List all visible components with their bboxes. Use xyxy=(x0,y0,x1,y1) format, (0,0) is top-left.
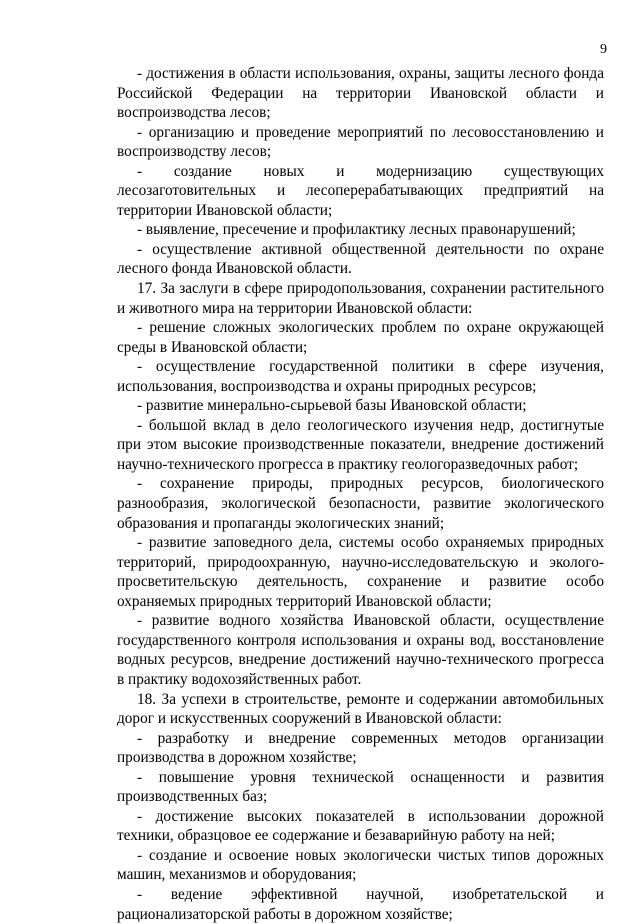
document-body xyxy=(117,64,604,924)
paragraph: - развитие заповедного дела, системы особо охраняемых природных территорий, природоохранную, научно-исследовательскую и эколого-просветительскую деятельность, сохранение и развитие особо охраняемых природных территорий Ивановской области; xyxy=(117,534,604,610)
paragraph: - достижение высоких показателей в использовании дорожной техники, образцовое ее содержание и безаварийную работу на ней; xyxy=(117,807,604,845)
paragraph: - осуществление государственной политики в сфере изучения, использования, воспроизводства и охраны природных ресурсов; xyxy=(117,358,604,395)
paragraph: - достижения в области использования, охраны, защиты лесного фонда Российской Федерации на территории Ивановской области и воспроизводства лесов; xyxy=(117,65,604,122)
paragraph: - решение сложных экологических проблем по охране окружающей среды в Ивановской области; xyxy=(117,319,604,356)
paragraph: - осуществление активной общественной деятельности по охране лесного фонда Ивановской области. xyxy=(117,240,604,278)
paragraph: - организацию и проведение мероприятий по лесовосстановлению и воспроизводству лесов; xyxy=(117,123,604,161)
paragraph: - выявление, пресечение и профилактику лесных правонарушений; xyxy=(137,221,576,239)
paragraph: - сохранение природы, природных ресурсов, биологического разнообразия, экологической безопасности, развитие экологического образования и пропаганды экологических знаний; xyxy=(117,475,604,532)
paragraph: - развитие водного хозяйства Ивановской области, осуществление государственного контроля использования и охраны вод, восстановление водных ресурсов, внедрение достижений научно-технического прогресса в практику водохозяйственных работ. xyxy=(117,612,604,688)
section-heading-17: 17. За заслуги в сфере природопользования, сохранении растительного и животного мира на территории Ивановской области: xyxy=(117,280,604,317)
paragraph: - развитие минерально-сырьевой базы Ивановской области; xyxy=(137,397,527,415)
paragraph: - повышение уровня технической оснащенности и развития производственных баз; xyxy=(117,768,604,806)
section-heading-18: 18. За успехи в строительстве, ремонте и содержании автомобильных дорог и искусственных сооружений в Ивановской области: xyxy=(117,690,604,728)
paragraph: - разработку и внедрение современных методов организации производства в дорожном хозяйстве; xyxy=(117,729,604,767)
paragraph: - создание новых и модернизацию существующих лесозаготовительных и лесоперерабатывающих предприятий на территории Ивановской области; xyxy=(117,162,604,219)
paragraph: - ведение эффективной научной, изобретательской и рационализаторской работы в дорожном хозяйстве; xyxy=(117,885,604,923)
page-number: 9 xyxy=(600,42,607,57)
paragraph: - большой вклад в дело геологического изучения недр, достигнутые при этом высокие производственные показатели, внедрение достижений научно-технического прогресса в практику геологоразведочных работ; xyxy=(117,416,604,473)
paragraph: - создание и освоение новых экологически чистых типов дорожных машин, механизмов и оборудования; xyxy=(117,846,604,884)
